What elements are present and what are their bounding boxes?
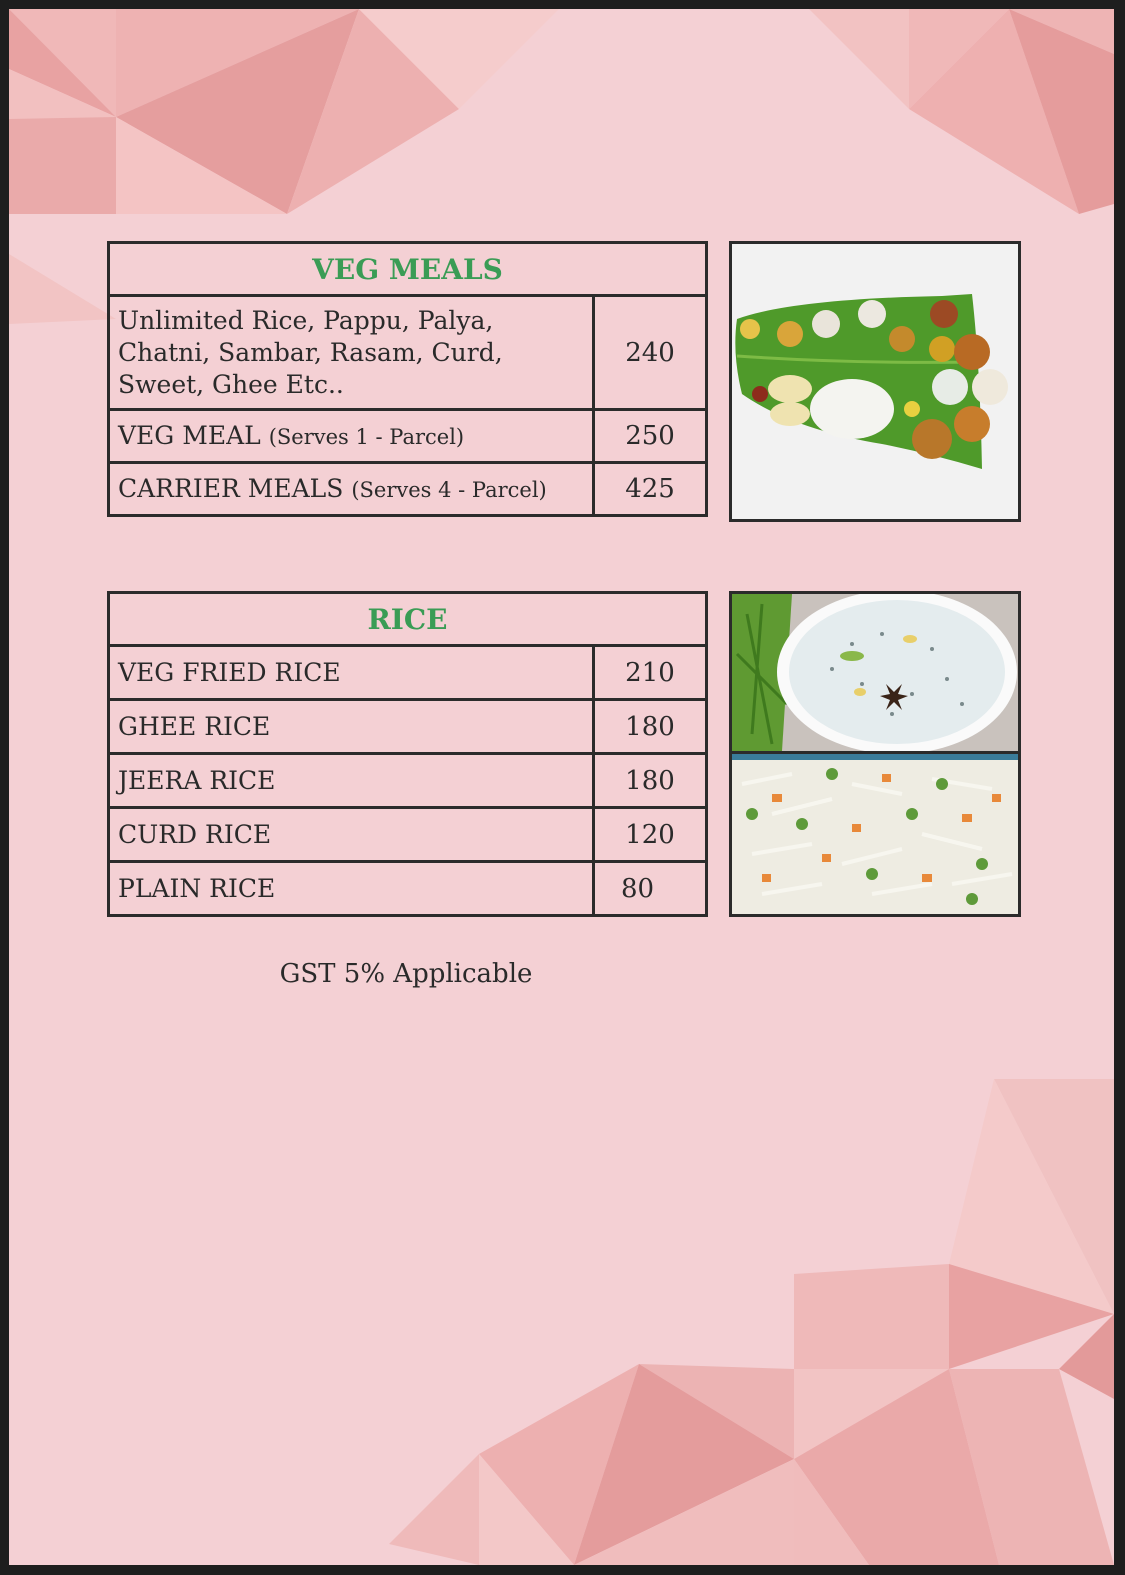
- menu-item-price: 120: [594, 808, 707, 862]
- banana-leaf-meal-image: [732, 244, 1018, 519]
- menu-item-price: 180: [594, 700, 707, 754]
- menu-item-name: PLAIN RICE: [109, 862, 594, 916]
- menu-item-name: VEG FRIED RICE: [109, 646, 594, 700]
- jeera-rice-photo: [729, 591, 1021, 754]
- menu-item-name: GHEE RICE: [109, 700, 594, 754]
- menu-item-name: [109, 463, 594, 516]
- rice-table: [107, 591, 708, 917]
- menu-item-name: CURD RICE: [109, 808, 594, 862]
- veg-meals-photo: [729, 241, 1021, 522]
- menu-item-price: 240: [594, 296, 707, 410]
- veg-meals-heading: VEG MEALS: [109, 243, 707, 296]
- gst-note: GST 5% Applicable: [279, 959, 533, 989]
- item-name: Unlimited Rice, Pappu, Palya, Chatni, Sambar, Rasam, Curd, Sweet, Ghee Etc..: [118, 305, 503, 399]
- veg-meals-table: [107, 241, 708, 517]
- item-note: (Serves 1 - Parcel): [268, 424, 465, 449]
- fried-rice-image: [732, 754, 1018, 914]
- menu-item-price: 80: [594, 862, 707, 916]
- menu-item-price: 425: [594, 463, 707, 516]
- rice-heading: RICE: [109, 593, 707, 646]
- item-name: VEG MEAL: [118, 420, 261, 450]
- rice-bowl-image: [732, 594, 1018, 751]
- menu-item-name: [109, 296, 594, 410]
- menu-page: [9, 9, 1114, 1565]
- item-name: CARRIER MEALS: [118, 473, 344, 503]
- veg-fried-rice-photo: [729, 751, 1021, 917]
- menu-item-price: 210: [594, 646, 707, 700]
- menu-item-name: [109, 410, 594, 463]
- menu-item-name: JEERA RICE: [109, 754, 594, 808]
- menu-item-price: 250: [594, 410, 707, 463]
- menu-item-price: 180: [594, 754, 707, 808]
- item-note: (Serves 4 - Parcel): [351, 477, 547, 502]
